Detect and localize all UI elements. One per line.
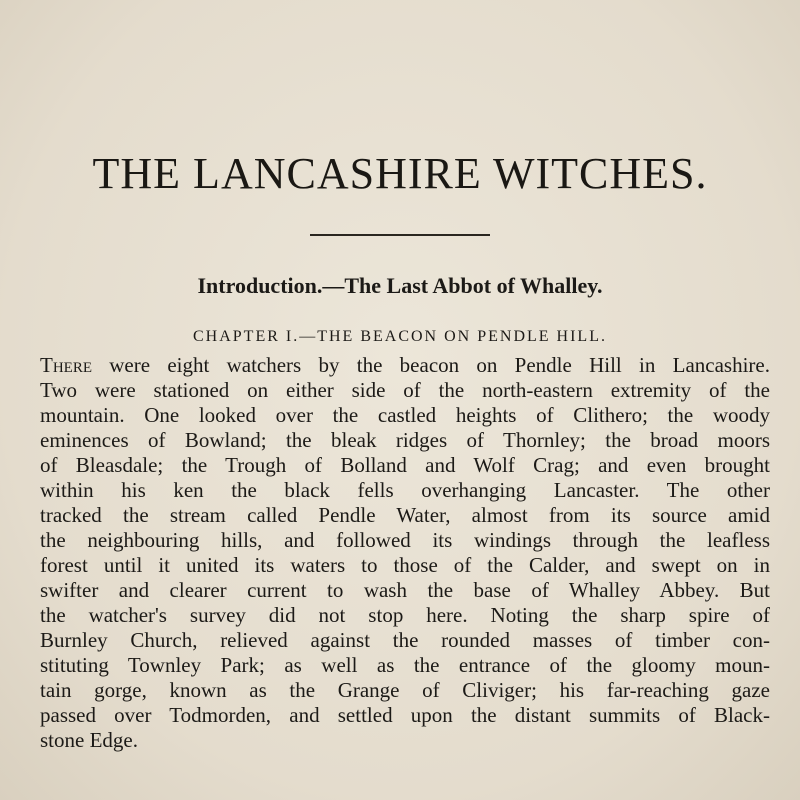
body-line: within his ken the black fells overhanging Lancaster. The other	[40, 478, 770, 502]
introduction-subtitle: Introduction.—The Last Abbot of Whalley.	[197, 273, 603, 298]
body-line: Burnley Church, relieved against the rounded masses of timber con-	[40, 628, 770, 652]
body-line: of Bleasdale; the Trough of Bolland and Wolf Crag; and even brought	[40, 453, 770, 477]
title-rule	[310, 234, 490, 236]
show-through-text-top	[0, 0, 800, 120]
body-line: forest until it united its waters to those of the Calder, and swept on in	[40, 553, 770, 577]
body-line: tain gorge, known as the Grange of Cliviger; his far-reaching gaze	[40, 678, 770, 702]
body-line: passed over Todmorden, and settled upon the distant summits of Black-	[40, 703, 770, 727]
chapter-heading: CHAPTER I.—THE BEACON ON PENDLE HILL.	[193, 328, 607, 345]
body-line: the neighbouring hills, and followed its windings through the leafless	[40, 528, 770, 552]
body-line: There were eight watchers by the beacon on Pendle Hill in Lancashire.	[40, 353, 770, 377]
body-line: stone Edge.	[40, 728, 138, 752]
body-line: mountain. One looked over the castled heights of Clithero; the woody	[40, 403, 770, 427]
body-line: Two were stationed on either side of the north-eastern extremity of the	[40, 378, 770, 402]
body-paragraph	[40, 353, 770, 753]
body-line: eminences of Bowland; the bleak ridges of Thornley; the broad moors	[40, 428, 770, 452]
body-line: the watcher's survey did not stop here. Noting the sharp spire of	[40, 603, 770, 627]
body-line: swifter and clearer current to wash the base of Whalley Abbey. But	[40, 578, 770, 602]
page-title: THE LANCASHIRE WITCHES.	[92, 149, 708, 198]
body-line: stituting Townley Park; as well as the entrance of the gloomy moun-	[40, 653, 770, 677]
body-first-word: There	[40, 353, 92, 377]
body-line: tracked the stream called Pendle Water, almost from its source amid	[40, 503, 770, 527]
